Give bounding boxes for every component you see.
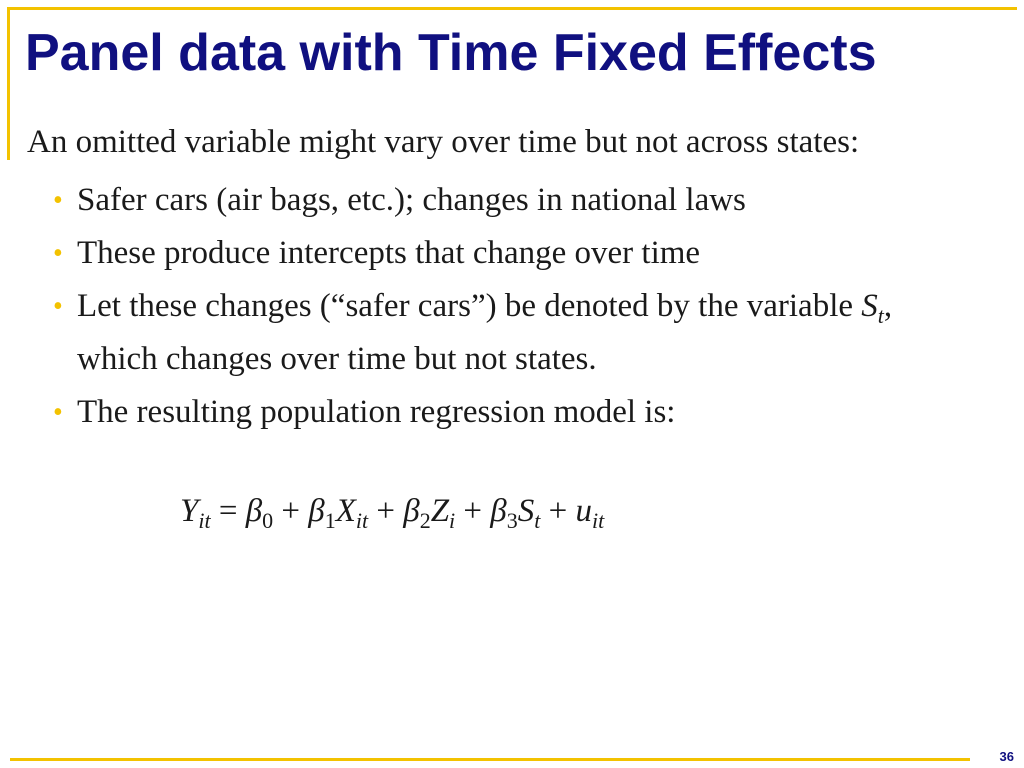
eq-beta0: β — [245, 493, 263, 529]
variable-subscript: t — [877, 303, 884, 328]
bullet-dot-icon: • — [53, 238, 63, 269]
bullet-text: These produce intercepts that change over time — [77, 235, 701, 271]
eq-beta3: β — [490, 493, 507, 529]
top-border-line — [7, 7, 1017, 10]
eq-plus: + — [273, 493, 309, 529]
eq-beta1: β — [308, 493, 325, 529]
eq-plus: + — [540, 493, 576, 529]
bullet-text: Safer cars (air bags, etc.); changes in national laws — [77, 182, 746, 218]
eq-z-sub: i — [449, 508, 456, 533]
page-number: 36 — [999, 749, 1014, 764]
bullet-item — [50, 174, 892, 227]
eq-y: Y — [180, 493, 199, 529]
eq-u-sub: it — [591, 508, 605, 533]
eq-s-sub: t — [534, 508, 541, 533]
eq-beta3-sub: 3 — [506, 508, 518, 533]
eq-plus: + — [455, 493, 491, 529]
bullet-text: The resulting population regression model is: — [77, 394, 676, 430]
eq-beta1-sub: 1 — [324, 508, 336, 533]
eq-z: Z — [430, 493, 450, 529]
eq-equals: = — [210, 493, 246, 529]
bullet-item — [50, 227, 892, 280]
left-border-line — [7, 7, 10, 160]
eq-beta0-sub: 0 — [262, 508, 274, 533]
bullet-punctuation: , — [883, 288, 893, 324]
bullet-dot-icon: • — [53, 397, 63, 428]
bullet-text-continued: which changes over time but not states. — [77, 341, 597, 377]
eq-x: X — [335, 493, 356, 529]
bullet-item — [50, 280, 892, 386]
variable-symbol: S — [861, 288, 878, 324]
eq-s: S — [517, 493, 535, 529]
bullet-text: Let these changes (“safer cars”) be denoted by the variable — [77, 288, 862, 324]
eq-beta2-sub: 2 — [419, 508, 431, 533]
eq-x-sub: it — [355, 508, 369, 533]
regression-equation — [180, 493, 605, 533]
eq-y-sub: it — [198, 508, 211, 533]
bullet-item — [50, 386, 892, 439]
bullet-list — [50, 174, 892, 439]
eq-plus: + — [368, 493, 404, 529]
eq-u: u — [575, 493, 592, 529]
bullet-dot-icon: • — [53, 291, 63, 322]
footer-line — [10, 758, 970, 761]
eq-beta2: β — [403, 493, 420, 529]
slide-title: Panel data with Time Fixed Effects — [25, 24, 877, 82]
intro-text: An omitted variable might vary over time but not across states: — [27, 124, 860, 160]
bullet-dot-icon: • — [53, 185, 63, 216]
